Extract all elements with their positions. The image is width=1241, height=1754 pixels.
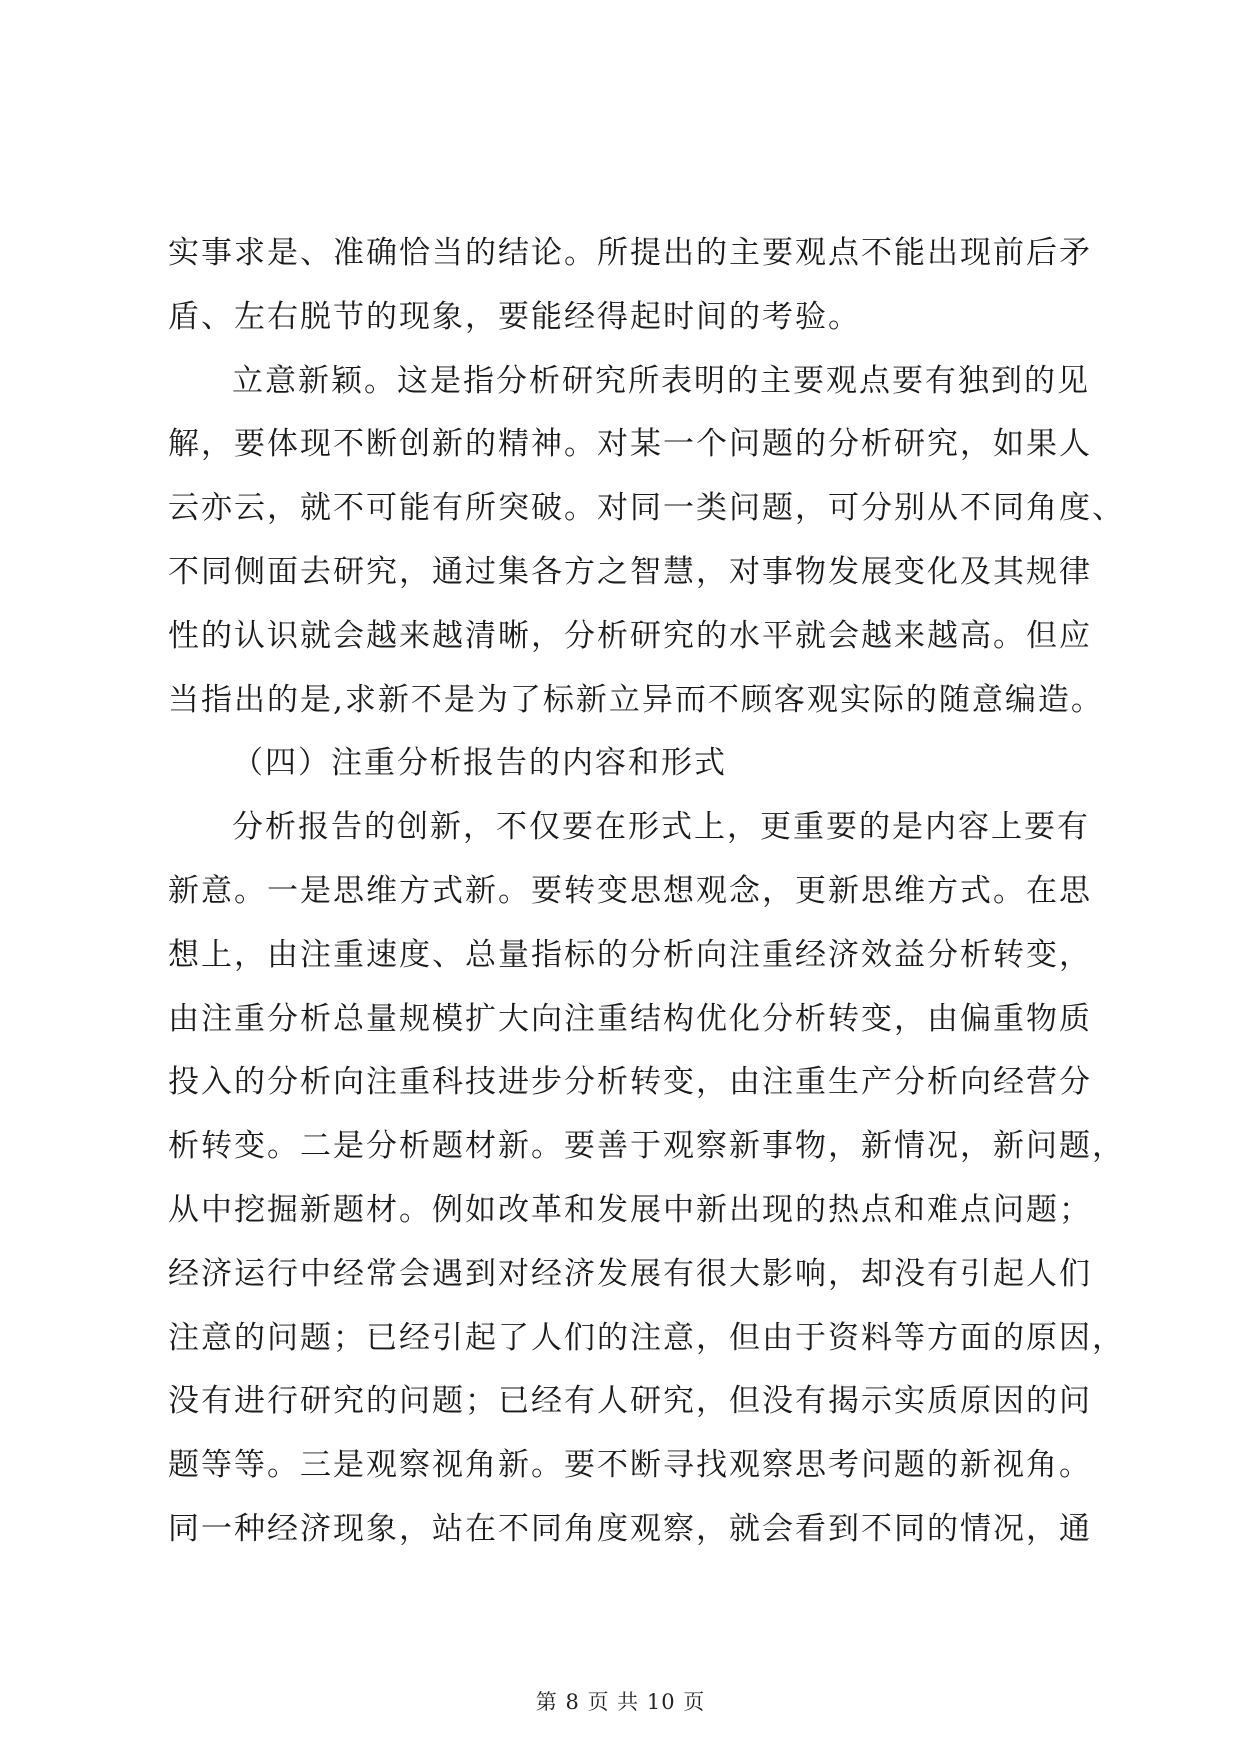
page-footer: 第 8 页 共 10 页 <box>535 1690 706 1714</box>
text-line: 不同侧面去研究，通过集各方之智慧，对事物发展变化及其规律 <box>168 553 1092 590</box>
text-line: 新意。一是思维方式新。要转变思想观念，更新思维方式。在思 <box>168 872 1092 909</box>
text-line: 投入的分析向注重科技进步分析转变，由注重生产分析向经营分 <box>168 1064 1092 1101</box>
text-line: 经济运行中经常会遇到对经济发展有很大影响，却没有引起人们 <box>168 1255 1092 1292</box>
text-line: 由注重分析总量规模扩大向注重结构优化分析转变，由偏重物质 <box>168 1000 1092 1037</box>
text-line: 解，要体现不断创新的精神。对某一个问题的分析研究，如果人 <box>168 426 1092 463</box>
text-line: 同一种经济现象，站在不同角度观察，就会看到不同的情况，通 <box>168 1510 1092 1547</box>
text-line: 盾、左右脱节的现象，要能经得起时间的考验。 <box>168 298 861 335</box>
text-line: 云亦云，就不可能有所突破。对同一类问题，可分别从不同角度、 <box>168 490 1125 527</box>
text-line: 想上，由注重速度、总量指标的分析向注重经济效益分析转变， <box>168 936 1092 973</box>
text-line: 实事求是、准确恰当的结论。所提出的主要观点不能出现前后矛 <box>168 235 1092 271</box>
body-text <box>168 222 1125 1562</box>
text-line: 性的认识就会越来越清晰，分析研究的水平就会越来越高。但应 <box>168 617 1092 654</box>
section-heading: （四）注重分析报告的内容和形式 <box>232 745 727 782</box>
text-line: 题等等。三是观察视角新。要不断寻找观察思考问题的新视角。 <box>168 1447 1092 1484</box>
text-line: 析转变。二是分析题材新。要善于观察新事物，新情况，新问题， <box>168 1128 1125 1165</box>
text-line: 立意新颖。这是指分析研究所表明的主要观点要有独到的见 <box>232 362 1090 399</box>
text-line: 注意的问题；已经引起了人们的注意，但由于资料等方面的原因， <box>168 1319 1125 1356</box>
text-line: 当指出的是,求新不是为了标新立异而不顾客观实际的随意编造。 <box>168 681 1104 718</box>
text-line: 从中挖掘新题材。例如改革和发展中新出现的热点和难点问题； <box>168 1191 1092 1228</box>
text-line: 分析报告的创新，不仅要在形式上，更重要的是内容上要有 <box>232 809 1090 846</box>
text-line: 没有进行研究的问题；已经有人研究，但没有揭示实质原因的问 <box>168 1383 1092 1420</box>
